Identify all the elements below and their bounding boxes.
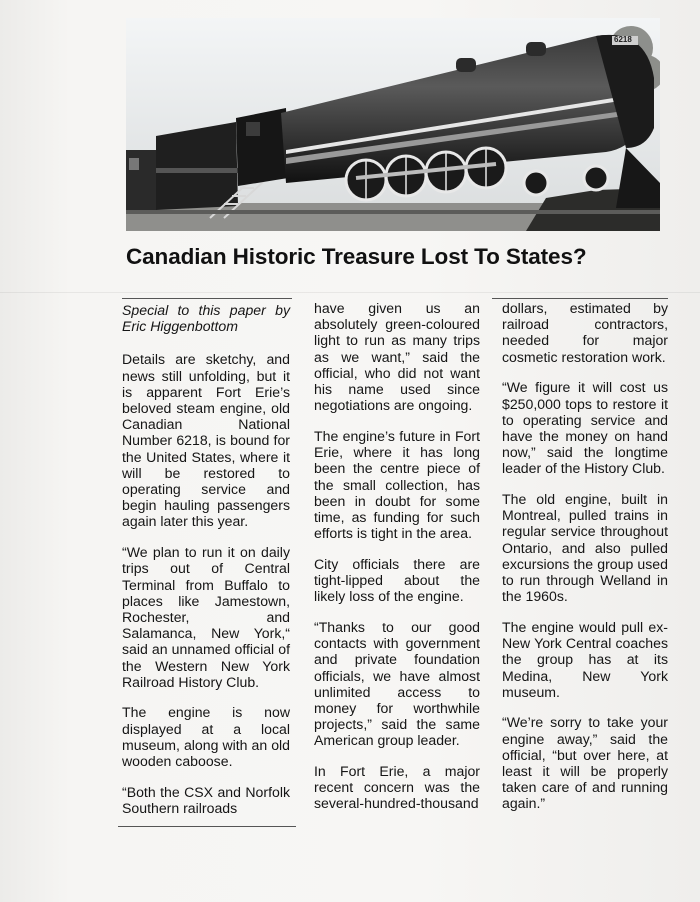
- paragraph: The old engine, built in Montreal, pulled trains in regular service throughout Ontario, and also pulled excursions the group used to run through Welland in the 1960s.: [502, 491, 668, 605]
- paragraph: “Thanks to our good contacts with government and private foundation officials, we have almost unlimited access to money for worthwhile projects,” said the same American group leader.: [314, 618, 480, 749]
- handwritten-line-2: OUTRAGE!: [6, 242, 78, 363]
- headline-rule-left: [122, 298, 292, 299]
- locomotive-number-plate: 6218: [614, 35, 632, 44]
- byline: Special to this paper by Eric Higgenbottom: [122, 302, 290, 335]
- bottom-rule: [118, 826, 296, 827]
- article-column-1: [122, 302, 290, 831]
- paragraph: The engine’s future in Fort Erie, where it has long been the centre piece of the small collection, has been in doubt for some time, as funding for such efforts is tight in the area.: [314, 427, 480, 542]
- article-headline: Canadian Historic Treasure Lost To States?: [126, 244, 587, 269]
- paragraph: City officials there are tight-lipped about the likely loss of the engine.: [314, 555, 480, 605]
- paragraph: The engine would pull ex-New York Central coaches the group has at its Medina, New York museum.: [502, 618, 668, 700]
- paragraph: The engine is now displayed at a local museum, along with an old wooden caboose.: [122, 704, 290, 770]
- article-column-3: [502, 300, 668, 826]
- handwritten-line-1: This is an: [2, 105, 66, 215]
- paragraph: “We figure it will cost us $250,000 tops to restore it to operating service and have the money on hand now,” said the longtime leader of the History Club.: [502, 379, 668, 477]
- paragraph: “Both the CSX and Norfolk Southern railroads: [122, 783, 290, 816]
- headline-rule-right: [492, 298, 668, 299]
- paragraph: Details are sketchy, and news still unfolding, but it is apparent Fort Erie’s beloved steam engine, old Canadian National Number 6218, is bound for the United States, where it will be restored to operating service and begin hauling passengers again later this year.: [122, 351, 290, 530]
- paragraph: “We plan to run it on daily trips out of Central Terminal from Buffalo to places like Jamestown, Rochester, and Salamanca, New York,“ said an unnamed official of the Western New York Railroad History Club.: [122, 544, 290, 690]
- paragraph: In Fort Erie, a major recent concern was the several-hundred-thousand: [314, 763, 480, 812]
- paragraph: have given us an absolutely green-coloured light to run as many trips as we want,” said the official, who did not want his name used since negotiations are ongoing.: [314, 300, 480, 414]
- article-column-2: [314, 300, 480, 826]
- paragraph: “We’re sorry to take your engine away,” said the official, “but over here, at least it will be properly taken care of and running again.”: [502, 714, 668, 812]
- paper-fold-line: [0, 292, 700, 293]
- paragraph: dollars, estimated by railroad contractors, needed for major cosmetic restoration work.: [502, 300, 668, 365]
- locomotive-photo: [126, 18, 660, 231]
